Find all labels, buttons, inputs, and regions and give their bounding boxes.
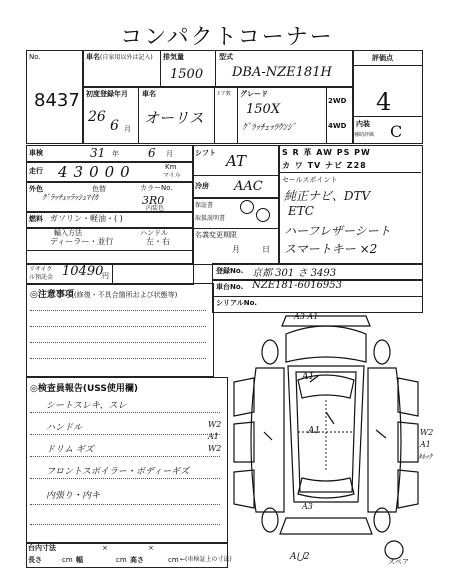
- grade-value: 150X: [246, 102, 281, 117]
- notes-title-text: 注意事項: [37, 290, 74, 300]
- mark-bottom-label: A⋃2: [290, 552, 310, 562]
- car-name-label: [86, 53, 153, 62]
- sales-point-1: 純正ナビ、DTV: [284, 189, 371, 203]
- change-unit-month: 月: [232, 245, 240, 254]
- spare-label: スペア: [388, 558, 409, 566]
- equipment-row2: カ ワ TV ナビ Z28: [282, 161, 367, 170]
- car-name-label-text: 車名: [86, 53, 100, 61]
- mark-top: A3 A1: [294, 312, 319, 321]
- inspector-line: [30, 524, 220, 525]
- reg-no-value: 京都 301 さ 3493: [252, 268, 337, 279]
- inspector-note-2: ハンドル: [46, 423, 83, 433]
- mark-right-a1: A1: [420, 440, 431, 449]
- length-label: 長さ: [28, 556, 42, 564]
- cm-3: cm: [168, 556, 179, 564]
- inspector-note-5: 内張り・内キ: [46, 491, 101, 501]
- color-change-label: 色替: [92, 185, 106, 193]
- drive-2wd: 2WD: [328, 97, 347, 105]
- notes-line: [30, 342, 206, 343]
- inspector-note-1: シートスレキ、スレ: [46, 401, 127, 411]
- lot-number: 8437: [34, 90, 80, 111]
- notes-sub: (修復・不具合箇所および状態等): [73, 291, 178, 299]
- color-no-value: 3R0: [142, 194, 165, 207]
- mileage-unit-2: マイル: [163, 172, 181, 179]
- name-label: 車名: [142, 90, 156, 98]
- footer-note: ←(車検証上の寸法): [180, 556, 232, 563]
- inspector-title-text: 検査員報告(USS使用欄): [37, 384, 138, 394]
- inspection-month-unit: 月: [166, 150, 173, 158]
- drive-4wd: 4WD: [328, 122, 347, 130]
- score-label: 評価点: [372, 54, 393, 62]
- equipment-row1: S R 革 AW PS PW: [282, 148, 371, 157]
- inspector-note-4: フロントスポイラー・ボディーギズ: [46, 467, 190, 477]
- model-value: DBA-NZE181H: [232, 65, 332, 80]
- inspector-note-3: ドリム ギズ: [46, 445, 94, 455]
- mark-center: A1: [308, 426, 321, 436]
- model-label: 型式: [219, 53, 233, 61]
- equipment-divider: [278, 172, 421, 173]
- import-value: ディーラー・並行: [50, 237, 114, 246]
- serial-label: シリアルNo.: [216, 299, 258, 307]
- notes-title-icon: ◎: [30, 290, 38, 300]
- manual-circle-icon: [256, 208, 270, 222]
- interior-sub: 補助評価: [354, 132, 375, 138]
- recycle-value: 10490: [62, 264, 104, 279]
- ac-value: AAC: [234, 179, 263, 194]
- drive-cell: [326, 86, 354, 144]
- chassis-value: NZE181-6016953: [252, 280, 342, 291]
- chassis-label: 車台No.: [216, 283, 244, 291]
- ac-label: 冷房: [195, 182, 209, 190]
- inspection-year-unit: 年: [112, 150, 119, 158]
- mark-left-w2: W2: [208, 420, 222, 429]
- mark-right-note: ﾀﾙｯｸ: [418, 453, 432, 461]
- mark-right-w2: W2: [420, 428, 434, 437]
- recycle-extra: [112, 263, 194, 285]
- notes-line: [30, 358, 206, 359]
- shift-label: シフト: [195, 149, 216, 157]
- interior-value: C: [390, 122, 403, 141]
- mark-left-a1: A1: [208, 432, 219, 441]
- capacity-label: 台内寸法: [28, 544, 56, 552]
- name-value: オーリス: [144, 109, 204, 127]
- recycle-unit: 円: [102, 272, 109, 280]
- handle-value: 左・右: [146, 237, 170, 246]
- displacement-label: 排気量: [163, 53, 184, 61]
- color-label: 外色: [29, 185, 43, 193]
- fuel-label: 燃料: [29, 215, 43, 223]
- inspector-title-icon: ◎: [30, 384, 38, 394]
- month-unit: 月: [124, 125, 131, 133]
- recycle-label: リサイクル預託金: [29, 266, 54, 281]
- reg-no-label: 登録No.: [216, 267, 244, 275]
- mileage-unit: Km: [165, 163, 177, 171]
- mileage-value: 43000: [58, 163, 136, 181]
- first-reg-label: 初度登録年月: [86, 90, 128, 98]
- notes-line: [30, 310, 206, 311]
- shift-value: AT: [226, 152, 247, 170]
- car-name-note: (自家用以外は記入): [100, 54, 153, 61]
- height-label: 高さ: [130, 556, 144, 564]
- mark-left-w2b: W2: [208, 444, 222, 453]
- notes-line: [30, 326, 206, 327]
- width-label: 幅: [76, 556, 83, 564]
- inspector-line: [30, 412, 220, 413]
- warranty-label: 保証書: [195, 202, 214, 209]
- inspector-line: [30, 478, 220, 479]
- cm-2: cm: [116, 556, 127, 564]
- cm-1: cm: [62, 556, 73, 564]
- displacement-value: 1500: [170, 67, 204, 82]
- sheet-title: コンパクトコーナー: [120, 25, 334, 50]
- footer-x1: ×: [102, 544, 108, 552]
- auction-sheet: [20, 12, 434, 567]
- sales-point-4: スマートキー ×2: [284, 242, 378, 256]
- notes-title: [30, 287, 177, 300]
- sales-point-2: ETC: [288, 204, 314, 218]
- change-label: 名義変更期限: [195, 231, 237, 239]
- inspection-year: 31: [90, 146, 106, 160]
- mark-bottom: A3: [302, 502, 313, 511]
- warranty-circle-icon: [240, 200, 254, 214]
- lot-no-label: No.: [29, 53, 41, 61]
- fuel-value: ガソリン・軽油・( ): [50, 214, 123, 223]
- sales-point-3: ハーフレザーシート: [284, 224, 391, 238]
- change-unit-day: 日: [262, 245, 270, 254]
- inspector-line: [30, 434, 220, 435]
- doors-label: ドア数: [216, 91, 231, 97]
- inspector-line: [30, 504, 220, 505]
- inspection-label: 車検: [29, 149, 43, 157]
- handle-label: ハンドル: [140, 229, 168, 237]
- score-value: 4: [376, 88, 392, 116]
- sales-points-label: セールスポイント: [282, 176, 338, 184]
- inspector-title: [30, 381, 138, 394]
- grade-label: グレード: [240, 90, 268, 98]
- import-label: 輸入方法: [54, 229, 82, 237]
- grade-value-2: ｸﾞﾗｯﾁｪｯﾗｳﾝｼﾞ: [242, 123, 297, 133]
- interior-color-label: 内装色: [146, 205, 165, 212]
- footer-x2: ×: [148, 544, 154, 552]
- interior-label: 内装: [356, 120, 370, 128]
- year-value: 26: [88, 109, 106, 125]
- footer-block: [26, 542, 228, 568]
- color-no-label: カラーNo.: [140, 184, 173, 192]
- month-value: 6: [110, 118, 119, 134]
- color-value: ｸﾞﾗｯﾁｪｯﾗｯｼｭﾏｲｶ: [42, 193, 98, 202]
- manual-label: 取扱説明書: [195, 215, 226, 222]
- inspection-month: 6: [148, 146, 156, 160]
- car-damage-diagram: [226, 312, 426, 562]
- mark-a1: A1: [302, 372, 315, 382]
- inspector-line: [30, 456, 220, 457]
- mileage-label: 走行: [29, 167, 43, 175]
